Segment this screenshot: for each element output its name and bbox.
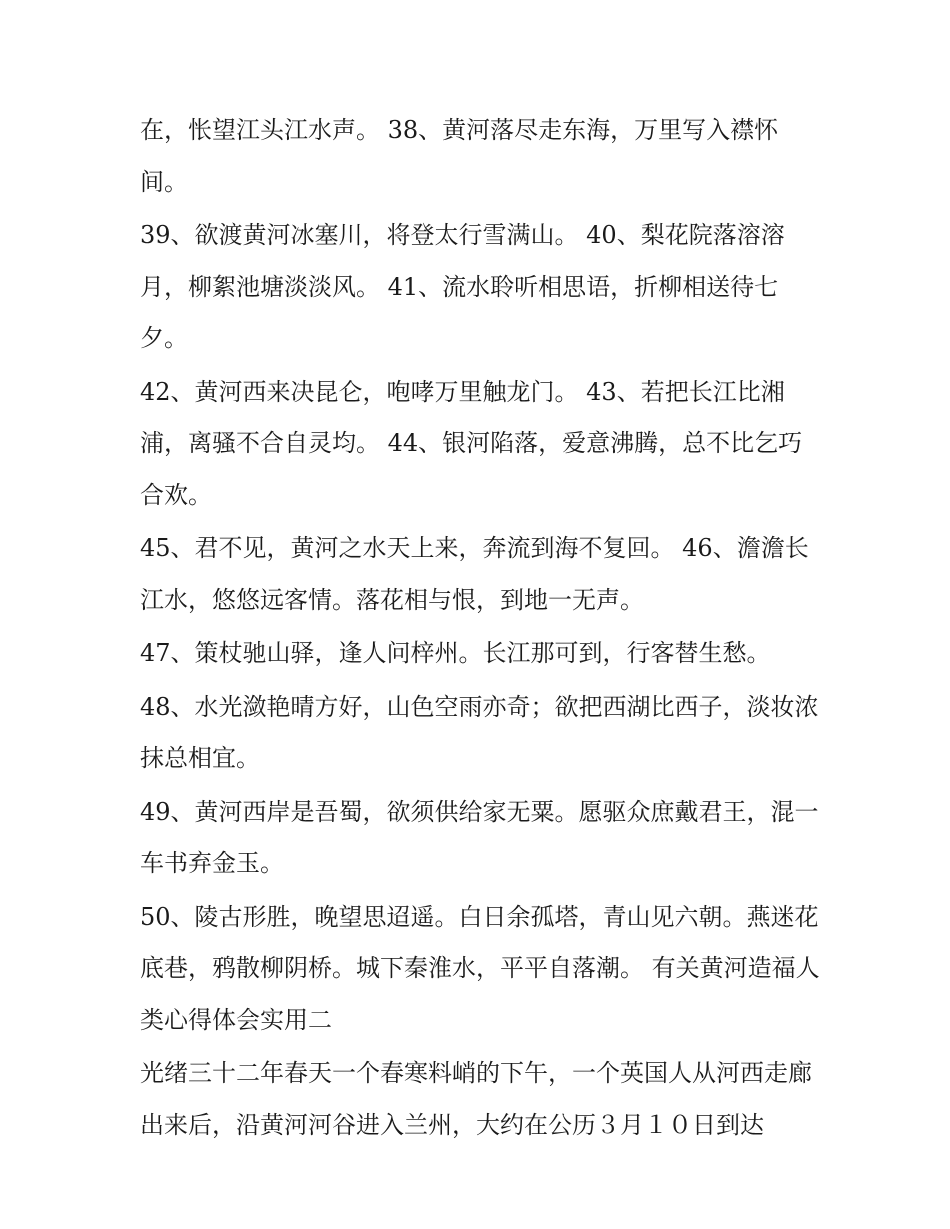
- paragraph-4: 45、君不见，黄河之水天上来，奔流到海不复回。 46、澹澹长江水，悠悠远客情。落花相与恨，到地一无声。: [140, 534, 809, 614]
- paragraph-9: 光绪三十二年春天一个春寒料峭的下午，一个英国人从河西走廊出来后，沿黄河河谷进入兰州，大约在公历３月１０日到达: [140, 1059, 812, 1139]
- paragraph-5: 47、策杖驰山驿，逢人问梓州。长江那可到，行客替生愁。: [140, 639, 771, 667]
- paragraph-2: 39、欲渡黄河冰塞川，将登太行雪满山。 40、梨花院落溶溶月，柳絮池塘淡淡风。 41、流水聆听相思语，折柳相送待七夕。: [140, 221, 785, 352]
- paragraph-7: 49、黄河西岸是吾蜀，欲须供给家无粟。愿驱众庶戴君王，混一车书弃金玉。: [140, 797, 819, 877]
- paragraph-8: 50、陵古形胜，晚望思迢遥。白日余孤塔，青山见六朝。燕迷花底巷，鸦散柳阴桥。城下秦淮水，平平自落潮。 有关黄河造福人类心得体会实用二: [140, 902, 820, 1034]
- document-body: [140, 105, 820, 1153]
- paragraph-6: 48、水光潋艳晴方好，山色空雨亦奇；欲把西湖比西子，淡妆浓抹总相宜。: [140, 692, 819, 772]
- paragraph-1: 在，怅望江头江水声。 38、黄河落尽走东海，万里写入襟怀间。: [140, 116, 779, 196]
- paragraph-3: 42、黄河西来决昆仑，咆哮万里触龙门。 43、若把长江比湘浦，离骚不合自灵均。 44、银河陷落，爱意沸腾，总不比乞巧合欢。: [140, 377, 803, 509]
